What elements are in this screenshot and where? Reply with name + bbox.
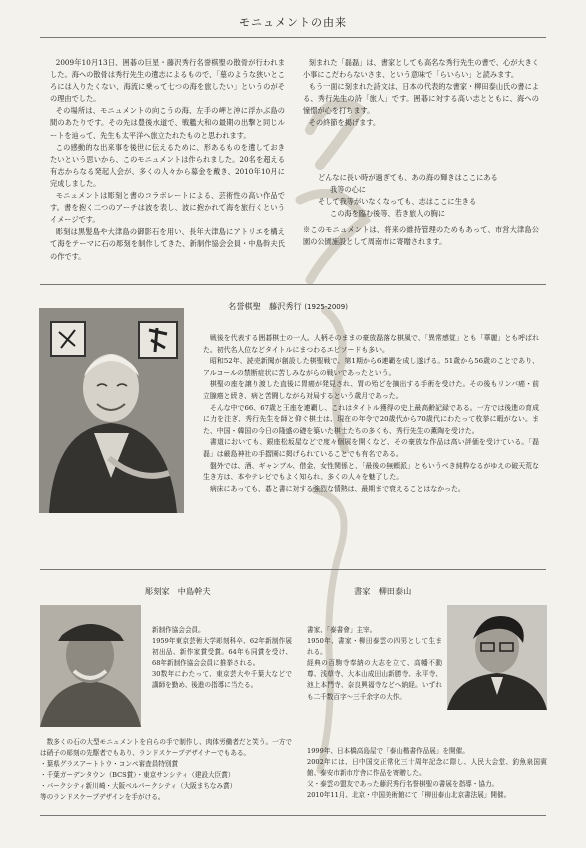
poem-verse: [318, 172, 498, 220]
fujisawa-paragraph: 盤外では、酒、ギャンブル、借金、女性関係と、「最後の無頼派」ともいうべき純粋なるがゆえの破天荒な生き方は、本やテレビでもよく知られ、多くの人々を魅了した。: [203, 461, 539, 482]
left-paragraph: 2009年10月13日、囲碁の巨星・藤沢秀行名誉棋聖の散骨が行われました。海への散骨は秀行先生の遺志によるもので、「墓のような狭いところには入りたくない、海流に乗って七つの海を旅したい」というのがその理由でした。: [50, 58, 285, 104]
yanagida-paragraph: 2010年11月、北京・中国美術館にて「柳田泰山北京書法展」開催。: [307, 791, 511, 800]
maintenance-note-text: ※このモニュメントは、将来の維持管理のためもあって、市営大津島公園の公園施設として周南市に寄贈されます。: [303, 225, 539, 247]
maintenance-note: [303, 224, 539, 248]
yanagida-paragraph: 経典の百駒寺奉納の大志を立て、高幡不動尊、浅草寺、大本山成田山新勝寺、永平寺、池上本門寺、奈良興福寺などへ納経。いずれも二千数百字～三千余字の大作。: [307, 659, 442, 701]
poem-line: この海を臨む後等、若き旅人の胸に: [330, 209, 446, 218]
yanagida-bio-short: [307, 625, 442, 703]
yanagida-heading: 書家 柳田泰山: [354, 586, 412, 596]
yanagida-paragraph: 1950年、書家・柳田泰雲の四男として生まれる。: [307, 637, 442, 657]
left-paragraph: モニュメントは彫刻と書のコラボレートによる、芸術性の高い作品です。書を抱く二つのアーチは波を表し、波に抱かれて海を旅行くというイメージです。: [50, 191, 285, 225]
top-divider: [40, 37, 546, 38]
fujisawa-paragraph: 病床にあっても、碁と書に対する強烈な情熱は、最期まで衰えることはなかった。: [209, 484, 465, 493]
fujisawa-paragraph: 昭和52年、読売新聞が創設した棋聖戦で、第1期から6連覇を成し遂げる。51歳から56歳のことであり、アルコールの禁断症状に苦しみながらの戦いであったという。: [203, 357, 539, 377]
right-paragraph: もう一面に刻まれた詩文は、日本の代表的な書家・柳田泰山氏の書による、秀行先生の詩「旅人」です。囲碁に対する高い志とともに、海への憧憬が心を打ちます。: [303, 82, 539, 116]
fujisawa-paragraph: そんな中で66、67歳と王座を連覇し、これはタイトル獲得の史上最高齢記録である。一方では後進の育成に力を注ぎ、秀行先生を師と仰ぐ棋士は、現在の年令で20歳代から70歳代にわたって枚挙に暇がない。また、中国・韓国の今日の隆盛の礎を築いた棋士たちの多くも、秀行先生の薫陶を受けた。: [203, 403, 539, 435]
fujisawa-heading: [228, 301, 348, 312]
yanagida-bio-long: [307, 746, 547, 801]
nakajima-paragraph: 30数年にわたって、東京芸大や千葉大などで講師を勤め、後進の指導に当たる。: [152, 670, 292, 690]
nakajima-paragraph: 数多くの石の大型モニュメントを自らの手で制作し、肉体労働者だと笑う。一方では硝子の彫刻の先駆者でもあり、ランドスケープデザイナーでもある。: [40, 738, 292, 758]
nakajima-award: ・千葉ガーデンタウン（BCS賞）・東京サンシティ（建設大臣賞）: [40, 771, 235, 780]
nakajima-paragraph: 新制作協会会員。: [152, 626, 205, 634]
nakajima-bio-short: [152, 625, 292, 692]
fujisawa-years: (1925-2009): [304, 303, 348, 311]
left-column: [50, 57, 285, 263]
page-title: モニュメントの由来: [239, 16, 347, 29]
poem-line: どんなに長い時が過ぎても、あの海の輝きはここにある: [318, 173, 498, 182]
yanagida-photo: [447, 605, 547, 710]
yanagida-paragraph: 1999年、日本橋高島屋で「泰山楷書作品展」を開催。: [307, 747, 469, 755]
nakajima-award: ・パークシティ新川崎・大阪ベルパークシティ（大阪まちなみ賞）: [40, 782, 237, 791]
left-paragraph: この感動的な出来事を後世に伝えるために、形あるものを遺しておきたいという思いから、このモニュメントは作られました。20名を超える有志からなる発起人会が、多くの人々から募金を戴き、2010年10月に完成しました。: [50, 142, 285, 188]
nakajima-heading: 彫刻家 中島幹夫: [145, 586, 211, 596]
poem-line: そして我等がいなくなっても、志はここに生きる: [318, 197, 477, 206]
fujisawa-paragraph: 戦後を代表する囲碁棋士の一人。人柄そのままの豪放磊落な棋風で、「異常感覚」とも「華麗」とも呼ばれた。初代名人位などタイトルにまつわるエピソードも多い。: [203, 334, 539, 354]
fujisawa-paragraph: 棋聖の座を譲り渡した直後に胃癌が発見され、胃の殆どを摘出する手術を受けた。その後もリンパ癌・前立腺癌と続き、病と苦闘しながら対局するという歳月であった。: [203, 380, 539, 400]
yanagida-paragraph: 父・泰雲の盟友であった藤沢秀行名誉棋聖の書展を指導・協力。: [307, 780, 499, 789]
fujisawa-name: 名誉棋聖 藤沢秀行: [228, 301, 302, 311]
bottom-divider: [40, 815, 546, 816]
nakajima-award: 等のランドスケープデザインを手がける。: [40, 793, 165, 802]
yanagida-paragraph: 2002年には、日中国交正常化三十周年記念に際し、人民大会堂、釣魚泉国賓館、泰安市新市庁舎に作品を寄贈した。: [307, 758, 547, 778]
nakajima-award: ・葉県グラスアートトウ・コンペ審査員特別賞: [40, 760, 179, 769]
nakajima-photo: [40, 605, 141, 727]
left-paragraph: その場所は、モニュメントの向こうの海、左手の岬と沖に浮かぶ島の間のあたりです。その先は豊後水道で、戦艦大和の最期の出撃と同じルートを辿って、先生も太平洋へ旅立たれたものと思われます。: [50, 106, 285, 140]
section-divider: [40, 569, 546, 570]
yanagida-paragraph: 書家、「泰書會」主宰。: [307, 626, 377, 634]
fujisawa-bio: [203, 333, 539, 495]
right-paragraph: その終節を掲げます。: [308, 118, 381, 128]
section-divider: [40, 284, 546, 285]
nakajima-paragraph: 1959年東京芸術大学彫刻科卒、62年新制作展初出品、新作家賞受賞。64年も同賞を受け、68年新制作協会会員に推挙される。: [152, 637, 292, 668]
right-column: [303, 57, 539, 130]
nakajima-bio-long: [40, 737, 292, 804]
fujisawa-paragraph: 書道においても、銀座松坂屋などで度々個展を開くなど、その豪放な作品は高い評価を受けている。「磊磊」は厳島神社の手摺園に掲げられていることでも有名である。: [203, 438, 539, 458]
poem-line: 我等の心に: [330, 185, 366, 194]
right-paragraph: 刻まれた「磊磊」は、書家としても高名な秀行先生の書で、心が大きく小事にこだわらないさま、という意味で「らいらい」と読みます。: [303, 58, 539, 80]
left-paragraph: 彫刻は黒髪島や大津島の御影石を用い、長年大津島にアトリエを構えて海をテーマに石の彫刻を制作してきた、新制作協会会員・中島幹夫氏の作です。: [50, 227, 285, 261]
fujisawa-photo: [39, 308, 184, 513]
